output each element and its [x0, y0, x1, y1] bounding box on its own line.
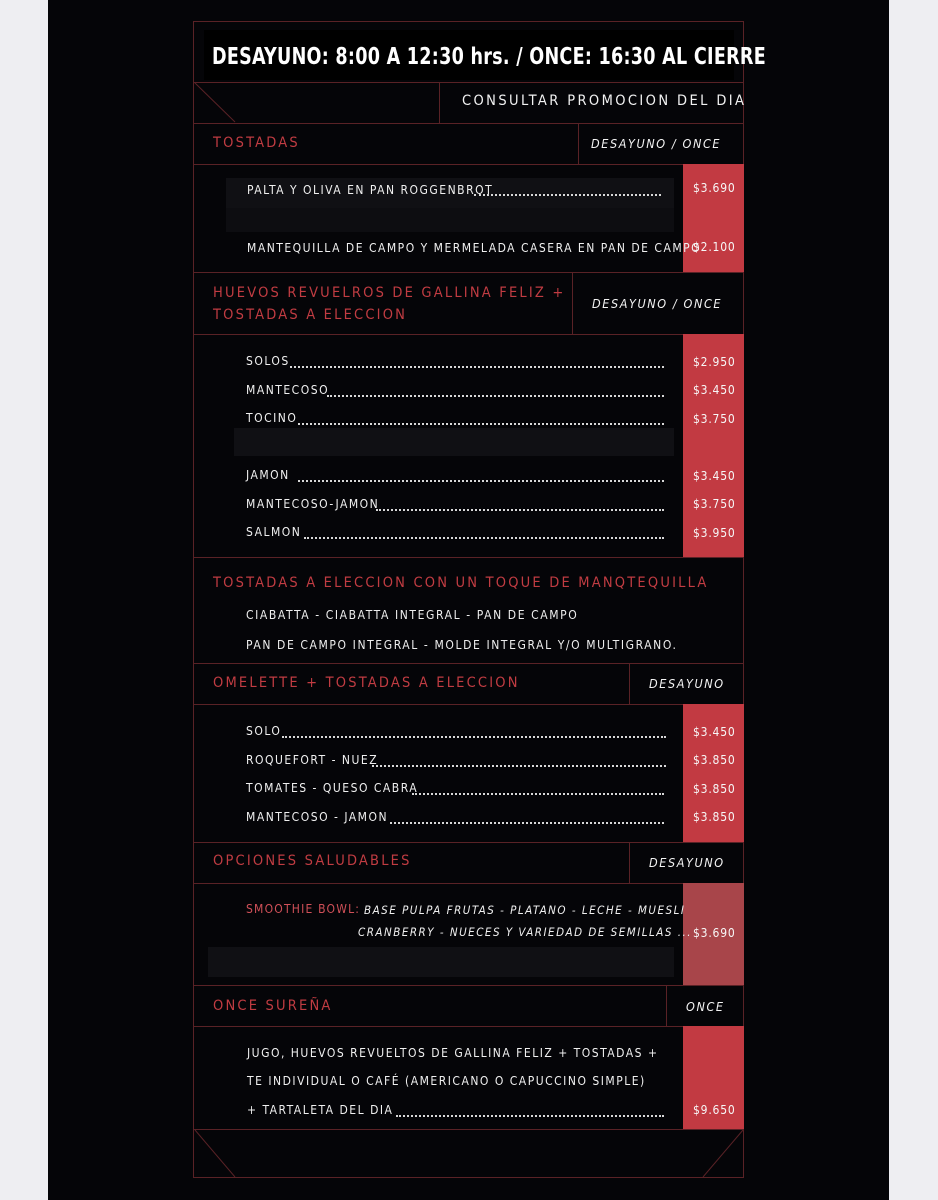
item-price: $3.450: [693, 725, 736, 739]
section-tag-saludables: DESAYUNO: [649, 855, 725, 870]
section-tag-omelette: DESAYUNO: [649, 676, 725, 691]
item-name: MANTEQUILLA DE CAMPO Y MERMELADA CASERA EN PAN DE CAMPO: [247, 241, 702, 255]
item-name: SOLO: [246, 724, 282, 738]
item-name: PALTA Y OLIVA EN PAN ROGGENBROT: [247, 183, 494, 197]
section-title-saludables: OPCIONES SALUDABLES: [213, 853, 412, 869]
item-price: $3.850: [693, 753, 736, 767]
menu-board: [193, 21, 766, 1178]
bread-options-2: PAN DE CAMPO INTEGRAL - MOLDE INTEGRAL Y/O MULTIGRANO.: [246, 638, 678, 652]
smoothie-label: SMOOTHIE BOWL:: [246, 902, 361, 916]
item-price: $3.750: [693, 412, 736, 426]
section-tag-once: ONCE: [686, 999, 725, 1014]
item-name: MANTECOSO: [246, 383, 330, 397]
item-price: $2.950: [693, 355, 736, 369]
corner-decoration: [194, 82, 236, 123]
item-price: $3.690: [693, 926, 736, 940]
section-title-tostadas: TOSTADAS: [213, 135, 300, 151]
item-name: MANTECOSO - JAMON: [246, 810, 389, 824]
section-title-huevos-2: TOSTADAS A ELECCION: [213, 307, 408, 323]
item-name: TOCINO: [246, 411, 298, 425]
item-name: ROQUEFORT - NUEZ: [246, 753, 379, 767]
opening-hours: DESAYUNO: 8:00 A 12:30 hrs. / ONCE: 16:30 AL CIERRE: [212, 44, 766, 70]
promo-text: CONSULTAR PROMOCION DEL DIA: [462, 93, 747, 109]
smoothie-desc-2: CRANBERRY - NUECES Y VARIEDAD DE SEMILLAS ...: [358, 925, 693, 939]
bread-options-1: CIABATTA - CIABATTA INTEGRAL - PAN DE CAMPO: [246, 608, 579, 622]
item-price: $2.100: [693, 240, 736, 254]
item-name: JAMON: [246, 468, 290, 482]
smoothie-desc-1: BASE PULPA FRUTAS - PLATANO - LECHE - MUESLI: [364, 903, 686, 917]
item-name: SALMON: [246, 525, 302, 539]
item-price: $9.650: [693, 1103, 736, 1117]
item-price: $3.450: [693, 383, 736, 397]
item-price: $3.950: [693, 526, 736, 540]
section-title-eleccion: TOSTADAS A ELECCION CON UN TOQUE DE MANQTEQUILLA: [213, 575, 709, 591]
corner-decoration: [194, 1129, 745, 1177]
section-title-once: ONCE SUREÑA: [213, 998, 333, 1014]
item-name: MANTECOSO-JAMON: [246, 497, 380, 511]
item-price: $3.450: [693, 469, 736, 483]
item-name: TOMATES - QUESO CABRA: [246, 781, 419, 795]
section-title-huevos-1: HUEVOS REVUELROS DE GALLINA FELIZ +: [213, 285, 566, 301]
once-line-1: JUGO, HUEVOS REVUELTOS DE GALLINA FELIZ + TOSTADAS +: [247, 1046, 659, 1060]
section-tag-huevos: DESAYUNO / ONCE: [592, 296, 723, 311]
item-price: $3.690: [693, 181, 736, 195]
item-price: $3.850: [693, 810, 736, 824]
item-name: SOLOS: [246, 354, 290, 368]
once-line-3: + TARTALETA DEL DIA: [247, 1103, 394, 1117]
section-title-omelette: OMELETTE + TOSTADAS A ELECCION: [213, 675, 520, 691]
item-price: $3.850: [693, 782, 736, 796]
once-line-2: TE INDIVIDUAL O CAFÉ (AMERICANO O CAPUCCINO SIMPLE): [247, 1074, 646, 1088]
item-price: $3.750: [693, 497, 736, 511]
section-tag-tostadas: DESAYUNO / ONCE: [591, 136, 722, 151]
